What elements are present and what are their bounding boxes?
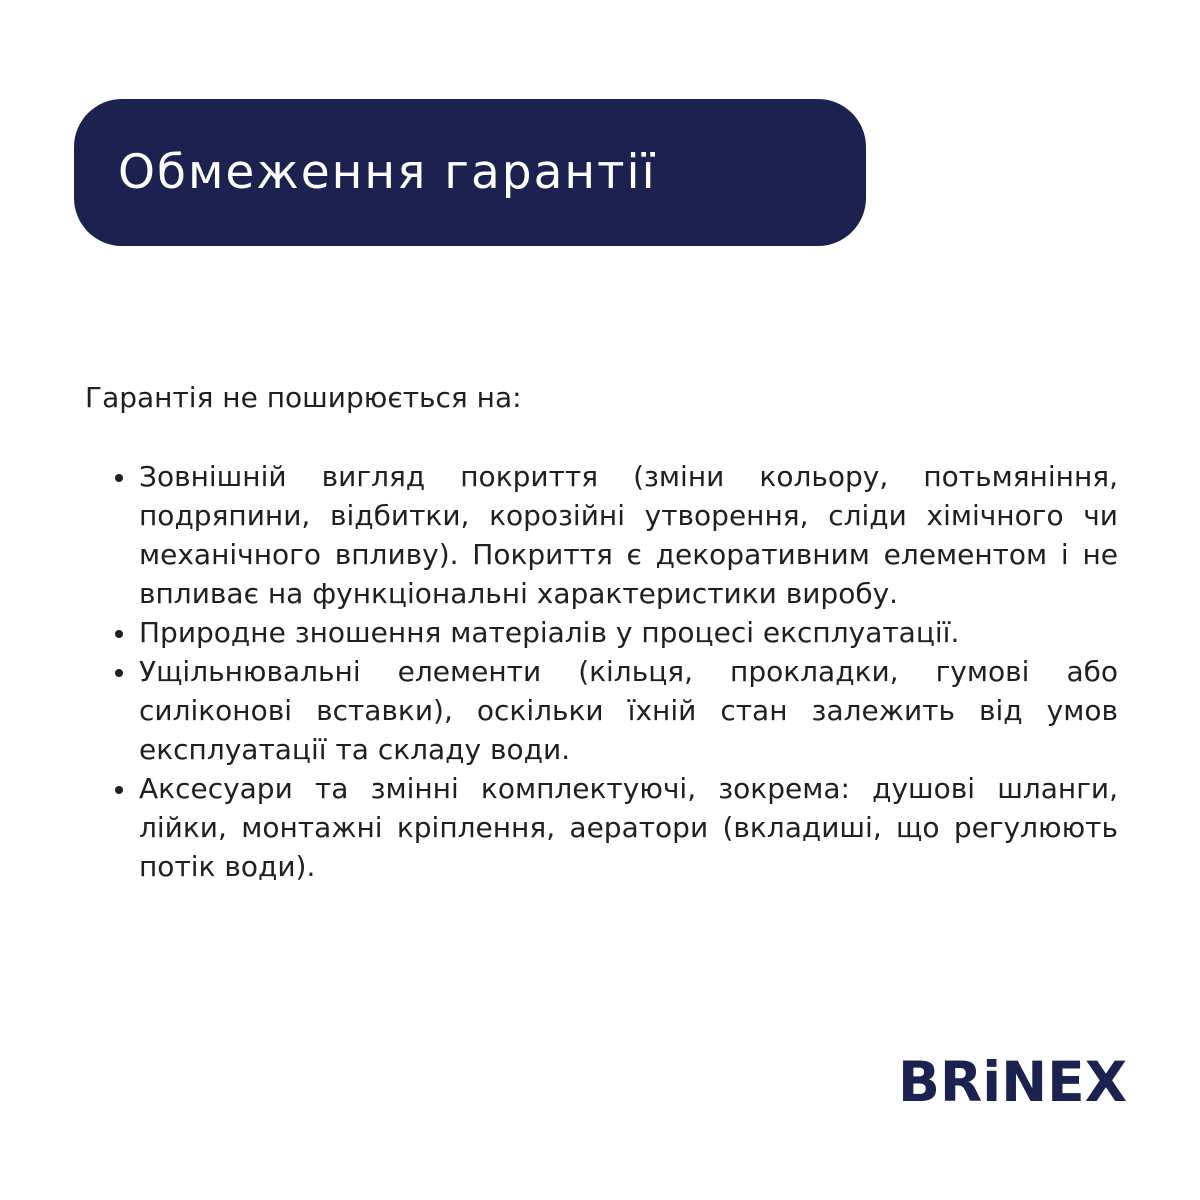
bullet-icon xyxy=(115,669,123,677)
title-banner xyxy=(74,99,866,246)
bullet-icon xyxy=(115,474,123,482)
list-item xyxy=(105,457,1118,613)
bullet-icon xyxy=(115,786,123,794)
list-item-text: Природне зношення матеріалів у процесі експлуатації. xyxy=(139,616,960,649)
exclusions-list xyxy=(105,457,1118,886)
list-item xyxy=(105,769,1118,886)
page-title: Обмеження гарантії xyxy=(118,145,657,200)
list-item-text: Зовнішній вигляд покриття (зміни кольору, потьмяніння, подряпини, відбитки, корозійні утворення, сліди хімічного чи механічного впливу). Покриття є декоративним елементом і не впливає на функціональні характеристики виробу. xyxy=(139,460,1118,610)
list-item-text: Ущільнювальні елементи (кільця, прокладки, гумові або силіконові вставки), оскільки їхній стан залежить від умов експлуатації та складу води. xyxy=(139,655,1118,766)
intro-text: Гарантія не поширюється на: xyxy=(85,381,522,414)
list-item xyxy=(105,652,1118,769)
list-item xyxy=(105,613,1118,652)
brinex-logo: BRiNEX xyxy=(898,1050,1128,1114)
list-item-text: Аксесуари та змінні комплектуючі, зокрема: душові шланги, лійки, монтажні кріплення, аератори (вкладиші, що регулюють потік води). xyxy=(139,772,1118,883)
bullet-icon xyxy=(115,630,123,638)
